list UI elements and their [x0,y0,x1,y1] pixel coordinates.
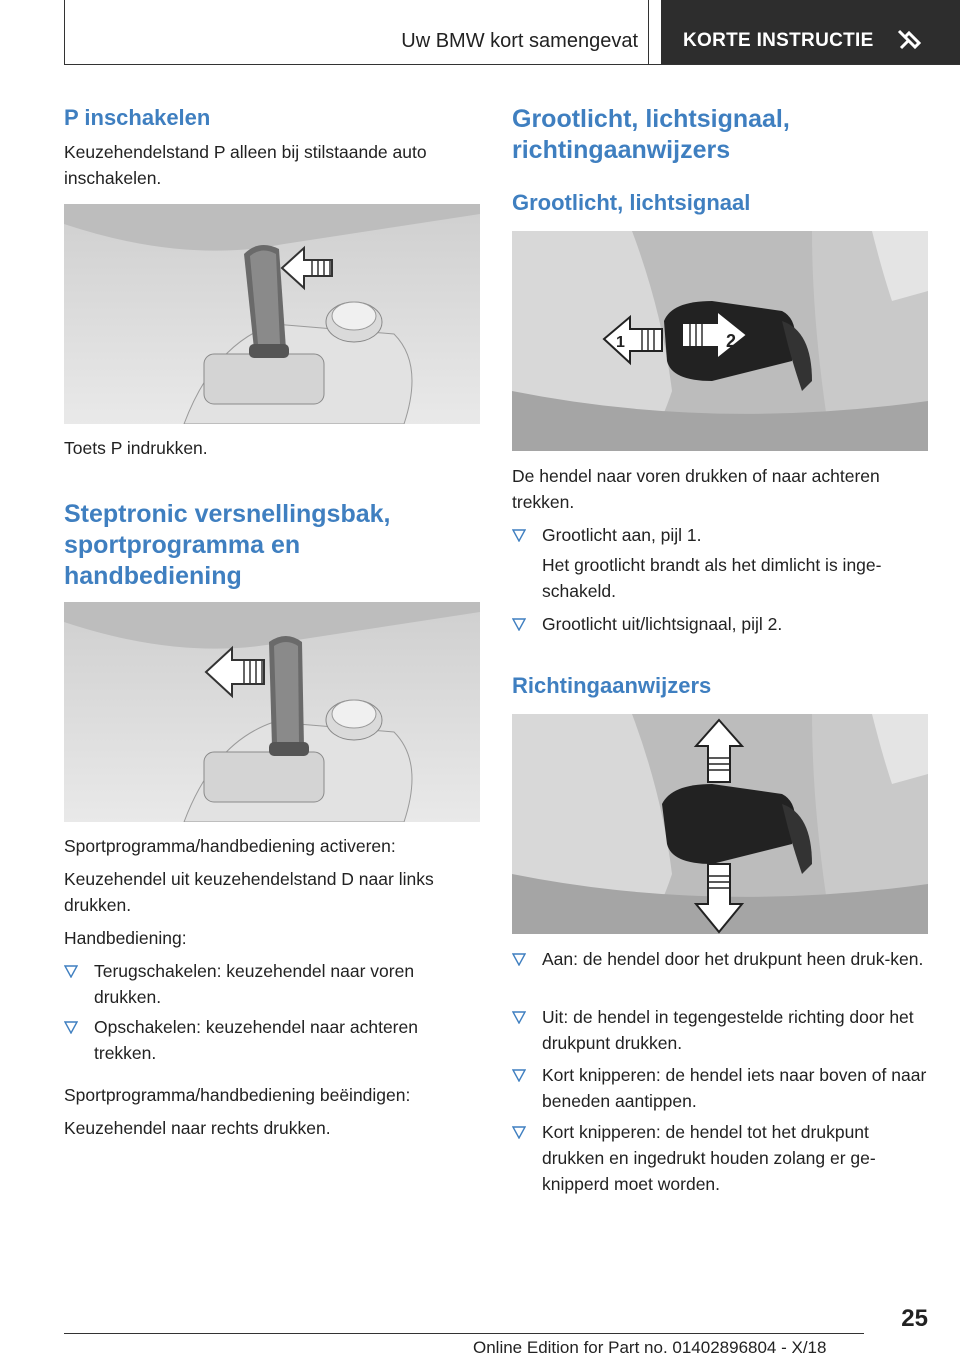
triangle-bullet-icon [512,1125,526,1139]
sub1-bullet-note: Het grootlicht brandt als het dimlicht is inge-schakeld. [542,555,882,601]
manual-tool-icon [895,26,923,54]
header-bottom-rule [64,64,960,65]
steptronic-move: Keuzehendel uit keuzehendelstand D naar links drukken. [64,869,434,915]
triangle-bullet-icon [64,964,78,978]
triangle-bullet-icon [512,952,526,966]
steptronic-heading: Steptronic versnellingsbak, sportprogramma en handbediening [64,500,391,590]
edition-note: Online Edition for Part no. 01402896804 - X/18 [473,1338,827,1357]
lever-image-high-beam [512,231,928,451]
lever-image-turn-signal [512,714,928,934]
triangle-bullet-icon [512,528,526,542]
p-heading: P inschakelen [64,105,211,130]
steptronic-intro: Sportprogramma/handbediening activeren: [64,836,396,856]
p-caption: Toets P indrukken. [64,438,208,458]
gear-selector-image-p [64,204,480,424]
arrow-label-1: 1 [616,334,625,351]
arrow-label-2: 2 [726,331,737,351]
sub1-text: De hendel naar voren drukken of naar achteren trekken. [512,466,880,512]
header-left-rule [64,0,65,64]
handbediening-label: Handbediening: [64,928,187,948]
sub2-heading: Richtingaanwijzers [512,673,712,698]
footer-rule [64,1333,864,1334]
page-number: 25 [901,1305,928,1332]
end-text: Keuzehendel naar rechts drukken. [64,1118,331,1138]
section-title: Uw BMW kort samengevat [401,30,638,52]
gear-selector-image-steptronic [64,602,480,822]
p-text: Keuzehendelstand P alleen bij stilstaande auto inschakelen. [64,142,427,188]
end-label: Sportprogramma/handbediening beëindigen: [64,1085,411,1105]
main-heading: Grootlicht, lichtsignaal, richtingaanwijzers [512,105,790,164]
chapter-tab[interactable] [661,0,960,64]
triangle-bullet-icon [64,1020,78,1034]
header-middle-rule [648,0,649,64]
chapter-tab-label: KORTE INSTRUCTIE [683,30,874,51]
triangle-bullet-icon [512,617,526,631]
triangle-bullet-icon [512,1010,526,1024]
triangle-bullet-icon [512,1068,526,1082]
sub1-heading: Grootlicht, lichtsignaal [512,190,751,215]
